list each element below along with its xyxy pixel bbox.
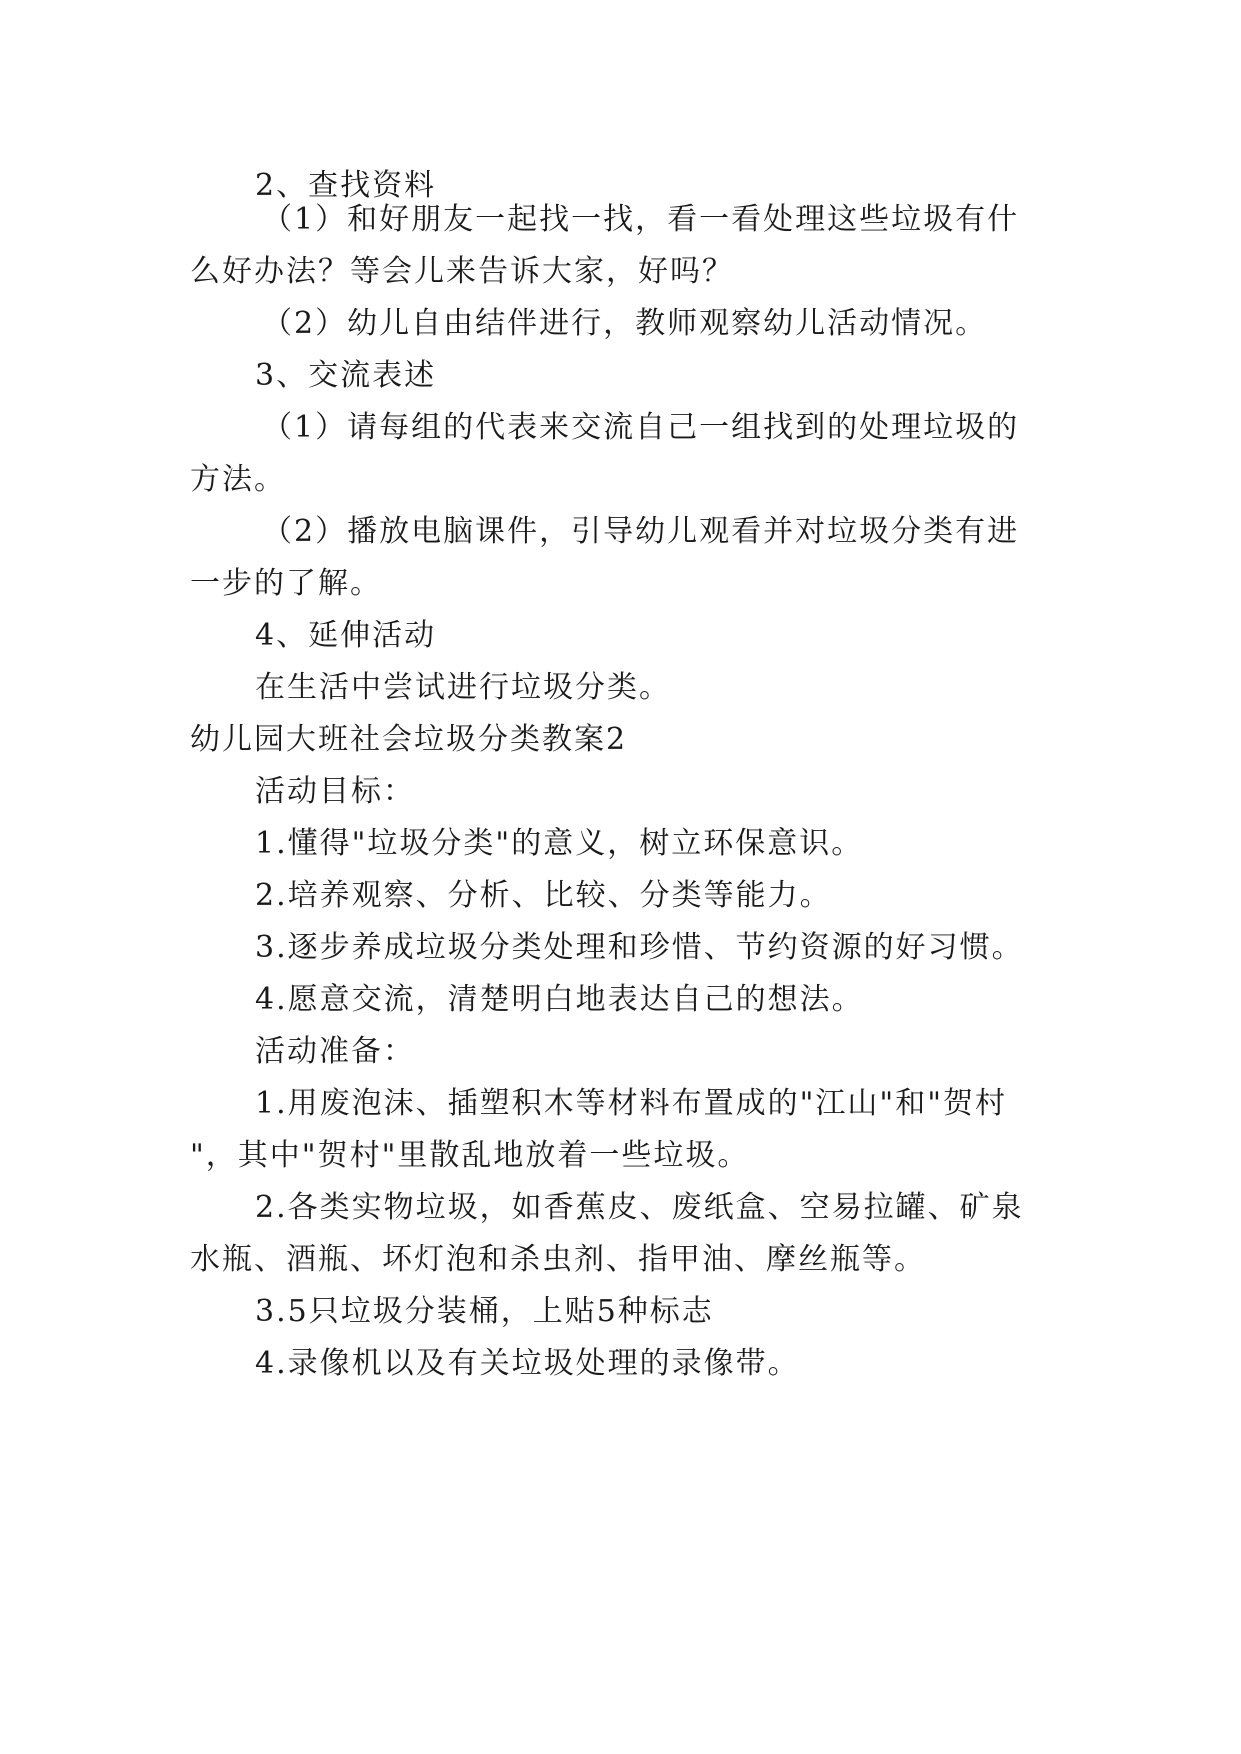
paragraph-line: 一步的了解。 <box>190 566 382 601</box>
section-heading-preparation: 活动准备： <box>255 1034 415 1069</box>
paragraph-line: 水瓶、酒瓶、坏灯泡和杀虫剂、指甲油、摩丝瓶等。 <box>190 1242 926 1277</box>
list-item: 2.各类实物垃圾，如香蕉皮、废纸盒、空易拉罐、矿泉 <box>255 1190 1024 1225</box>
paragraph-line: 方法。 <box>190 462 286 497</box>
paragraph-line: （1）和好朋友一起找一找，看一看处理这些垃圾有什 <box>262 202 1020 237</box>
section-heading-goals: 活动目标： <box>255 774 415 809</box>
section-heading-find-materials: 2、查找资料 <box>255 168 437 203</box>
list-item: 2.培养观察、分析、比较、分类等能力。 <box>255 878 832 913</box>
list-item: 3.5只垃圾分装桶，上贴5种标志 <box>255 1294 714 1329</box>
list-item: 4.愿意交流，清楚明白地表达自己的想法。 <box>255 982 864 1017</box>
paragraph-line: （2）幼儿自由结伴进行，教师观察幼儿活动情况。 <box>262 306 988 341</box>
list-item: 1.懂得"垃圾分类"的意义，树立环保意识。 <box>255 826 864 861</box>
section-heading-exchange: 3、交流表述 <box>255 358 437 393</box>
list-item: 4.录像机以及有关垃圾处理的录像带。 <box>255 1346 800 1381</box>
document-title: 幼儿园大班社会垃圾分类教案2 <box>190 722 628 757</box>
list-item: 1.用废泡沫、插塑积木等材料布置成的"江山"和"贺村 <box>255 1086 1008 1121</box>
section-heading-extension: 4、延伸活动 <box>255 618 437 653</box>
paragraph-line: （1）请每组的代表来交流自己一组找到的处理垃圾的 <box>262 410 1020 445</box>
paragraph-line: "，其中"贺村"里散乱地放着一些垃圾。 <box>190 1138 750 1173</box>
paragraph-line: （2）播放电脑课件，引导幼儿观看并对垃圾分类有进 <box>262 514 1020 549</box>
list-item: 3.逐步养成垃圾分类处理和珍惜、节约资源的好习惯。 <box>255 930 1024 965</box>
paragraph-line: 么好办法？等会儿来告诉大家，好吗？ <box>190 254 734 289</box>
paragraph-line: 在生活中尝试进行垃圾分类。 <box>255 670 671 705</box>
